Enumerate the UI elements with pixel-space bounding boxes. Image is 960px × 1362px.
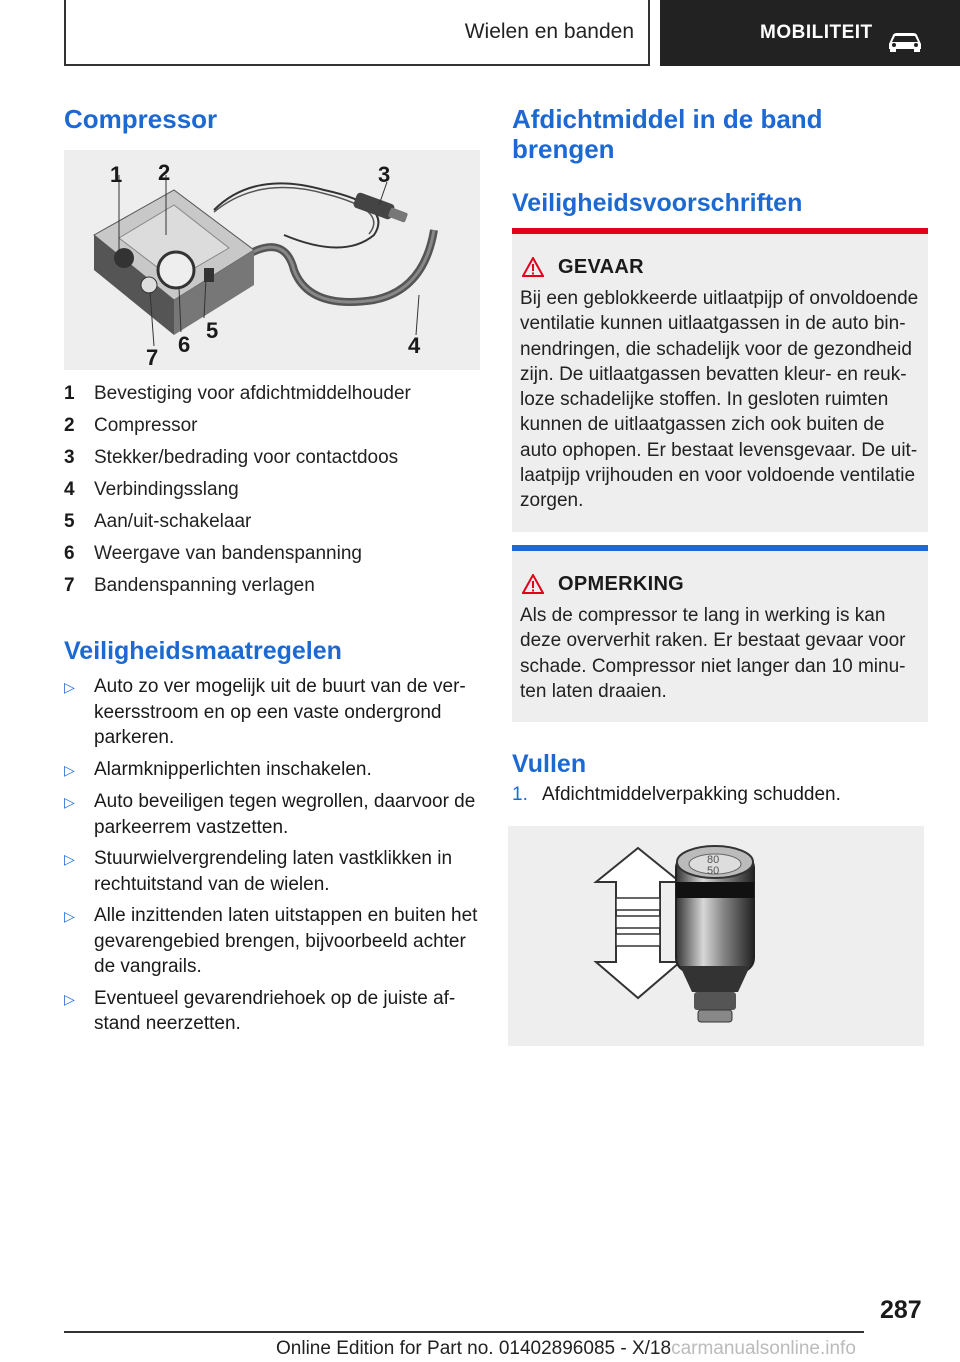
header-chapter: Wielen en banden xyxy=(464,20,634,43)
section-title-compressor: Compressor xyxy=(64,104,218,134)
list-item: ▷ Alle inzittenden laten uitstappen en buiten het gevarengebied brengen, bijvoorbeeld achter de vangrails. xyxy=(64,903,482,980)
subtitle-safety-instructions: Veiligheidsvoorschriften xyxy=(512,189,803,217)
notice-box xyxy=(512,545,928,722)
safety-bullet-list xyxy=(64,674,482,1043)
legend-row: 5 Aan/uit-schakelaar xyxy=(64,511,252,532)
watermark: carmanualsonline.info xyxy=(671,1338,856,1359)
list-item: ▷ Stuurwielvergrendeling laten vastklikken in rechtuitstand van de wielen. xyxy=(64,846,482,897)
legend-row: 3 Stekker/bedrading voor contactdoos xyxy=(64,447,399,468)
callout-4: 4 xyxy=(408,333,421,358)
header-section: MOBILITEIT xyxy=(760,22,873,43)
triangle-bullet-icon: ▷ xyxy=(64,908,75,924)
header-chapter-box xyxy=(64,0,650,66)
bottle-label-bottom: 50 xyxy=(707,865,720,877)
list-item: ▷ Auto zo ver mogelijk uit de buurt van de ver-keersstroom en op een vaste ondergrond parkeren. xyxy=(64,674,482,751)
triangle-bullet-icon: ▷ xyxy=(64,990,75,1007)
list-item: ▷ Alarmknipperlichten inschakelen. xyxy=(64,757,482,784)
step-item xyxy=(512,784,841,806)
step-text: Afdichtmiddelverpakking schudden. xyxy=(542,784,841,805)
subtitle-fill: Vullen xyxy=(512,750,587,778)
triangle-bullet-icon: ▷ xyxy=(64,794,75,810)
callout-7: 7 xyxy=(146,345,159,370)
subtitle-safety-measures: Veiligheidsmaatregelen xyxy=(64,637,342,665)
danger-label: GEVAAR xyxy=(558,255,644,278)
footer-divider xyxy=(64,1331,864,1333)
section-title-sealant: Afdichtmiddel in de band brengen xyxy=(512,104,823,164)
legend-row: 6 Weergave van bandenspanning xyxy=(64,543,362,564)
legend-row: 2 Compressor xyxy=(64,415,198,436)
compressor-figure xyxy=(64,150,480,370)
triangle-bullet-icon: ▷ xyxy=(64,679,75,695)
step-number: 1. xyxy=(512,784,528,805)
list-item: ▷ Eventueel gevarendriehoek op de juiste af-stand neerzetten. xyxy=(64,986,482,1037)
footer-edition: Online Edition for Part no. 01402896085 - X/18carmanualsonline.info xyxy=(276,1338,856,1359)
page-number: 287 xyxy=(880,1296,922,1324)
notice-text: Als de compressor te lang in werking is kan deze oververhit raken. Er bestaat gevaar voor schade. Compressor niet langer dan 10 minu-ten laten draaien. xyxy=(520,605,906,702)
callout-1: 1 xyxy=(110,162,123,187)
warning-triangle-icon xyxy=(522,257,544,277)
callout-5: 5 xyxy=(206,318,219,343)
list-item: ▷ Auto beveiligen tegen wegrollen, daarvoor de parkeerrem vastzetten. xyxy=(64,789,482,840)
triangle-bullet-icon: ▷ xyxy=(64,851,75,867)
sealant-bottle-figure xyxy=(508,826,924,1046)
legend-row: 7 Bandenspanning verlagen xyxy=(64,575,315,596)
bottle-label-top: 80 xyxy=(707,854,720,866)
callout-2: 2 xyxy=(158,160,171,185)
legend-row: 1 Bevestiging voor afdichtmiddelhouder xyxy=(64,383,411,404)
danger-box xyxy=(512,228,928,532)
compressor-legend xyxy=(64,378,484,602)
danger-text: Bij een geblokkeerde uitlaatpijp of onvoldoende ventilatie kunnen uitlaatgassen in de auto bin-nendringen, die schadelijk voor de gezondheid zijn. De uitlaatgassen bevatten kleur- en reuk-loze schadelijke stoffen. In gesloten ruimten kunnen de uitlaatgassen zich ook buiten de auto ophopen. Er bestaat levensgevaar. De uit-laatpijp vrijhouden en voor voldoende ventilatie zorgen. xyxy=(520,288,919,512)
notice-label: OPMERKING xyxy=(558,572,685,595)
legend-row: 4 Verbindingsslang xyxy=(64,479,239,500)
callout-3: 3 xyxy=(378,162,391,187)
triangle-bullet-icon: ▷ xyxy=(64,761,75,778)
car-icon xyxy=(885,30,925,52)
warning-triangle-icon xyxy=(522,574,544,594)
callout-6: 6 xyxy=(178,332,191,357)
